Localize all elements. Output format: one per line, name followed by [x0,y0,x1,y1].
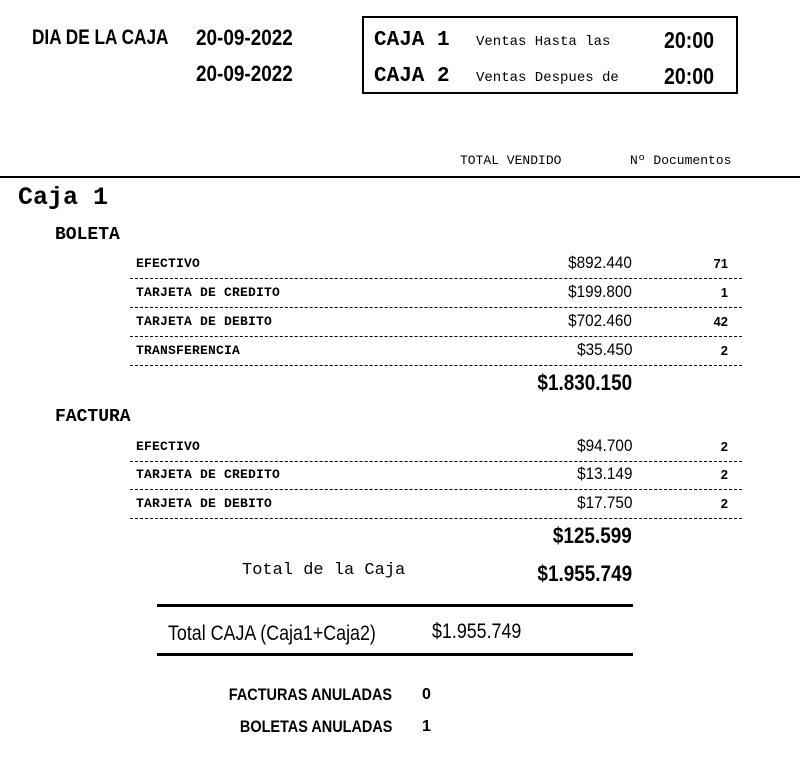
row-amount: $702.460 [568,311,632,330]
row-amount: $94.700 [576,436,632,455]
boleta-row [130,249,742,279]
boleta-title: BOLETA [55,225,120,245]
row-count: 2 [720,467,728,482]
caja1-text: Ventas Hasta las [476,34,611,50]
grand-total-label: Total CAJA (Caja1+Caja2) [168,622,376,645]
col-total-vendido: TOTAL VENDIDO [460,153,562,168]
row-amount: $892.440 [568,253,632,272]
factura-row [130,432,742,462]
factura-row [130,489,742,519]
factura-row [130,460,742,490]
row-count: 2 [720,439,728,454]
factura-subtotal: $125.599 [553,523,632,548]
grand-total-value: $1.955.749 [432,620,522,643]
date-2: 20-09-2022 [196,61,293,86]
caja2-time: 20:00 [664,63,715,89]
row-count: 71 [713,256,728,271]
boletas-anuladas-value: 1 [422,718,431,735]
facturas-anuladas-value: 0 [422,686,431,703]
caja-schedule-box [362,16,738,94]
boleta-row [130,307,742,337]
col-num-documentos: Nº Documentos [630,153,732,168]
boleta-row [130,278,742,308]
row-label: EFECTIVO [136,256,201,271]
caja2-text: Ventas Despues de [476,70,619,86]
caja1-time: 20:00 [664,27,715,53]
facturas-anuladas-label: FACTURAS ANULADAS [228,685,392,704]
header-rule [0,176,800,178]
boleta-row [130,336,742,366]
row-amount: $35.450 [576,340,632,359]
boletas-anuladas-label: BOLETAS ANULADAS [239,717,392,736]
factura-title: FACTURA [55,407,131,427]
row-count: 2 [720,496,728,511]
row-label: TARJETA DE CREDITO [136,467,281,482]
row-label: TARJETA DE DEBITO [136,496,273,511]
boleta-subtotal: $1.830.150 [537,370,632,395]
grand-total-rule-bottom [157,653,633,656]
total-caja-value: $1.955.749 [537,561,632,586]
row-count: 2 [720,343,728,358]
row-count: 42 [713,314,728,329]
grand-total-rule-top [157,604,633,607]
row-label: EFECTIVO [136,439,201,454]
day-label: DIA DE LA CAJA [32,26,169,49]
row-label: TARJETA DE DEBITO [136,314,273,329]
caja2-name: CAJA 2 [374,65,450,88]
date-1: 20-09-2022 [196,25,293,50]
caja1-name: CAJA 1 [374,29,450,52]
row-amount: $17.750 [576,493,632,512]
row-count: 1 [720,285,728,300]
row-amount: $13.149 [576,464,632,483]
caja1-title: Caja 1 [18,183,109,212]
row-label: TARJETA DE CREDITO [136,285,281,300]
row-amount: $199.800 [568,282,632,301]
total-caja-label: Total de la Caja [242,561,406,580]
row-label: TRANSFERENCIA [136,343,241,358]
